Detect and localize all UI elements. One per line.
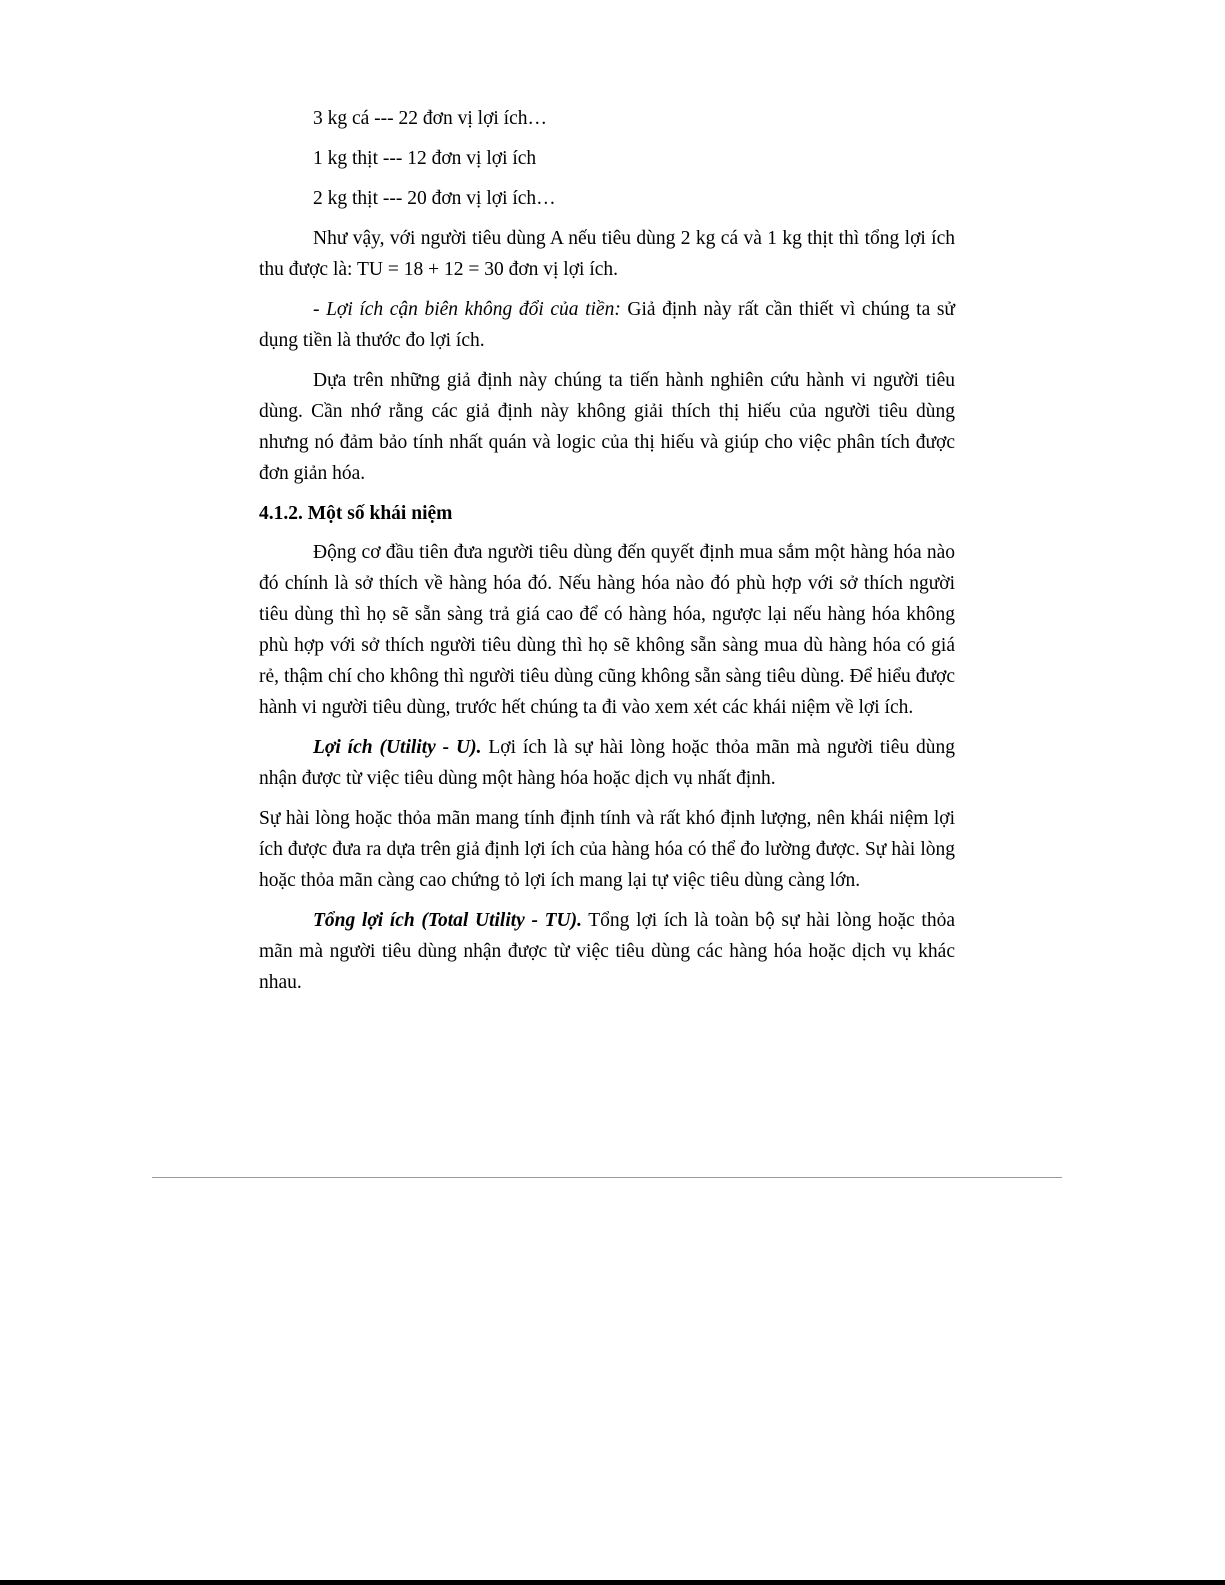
example-line-fish: 3 kg cá --- 22 đơn vị lợi ích… [313, 108, 547, 129]
page-content [259, 103, 955, 1007]
paragraph-motivation: Động cơ đầu tiên đưa người tiêu dùng đến quyết định mua sắm một hàng hóa nào đó chính là sở thích về hàng hóa đó. Nếu hàng hóa nào đó phù hợp với sở thích người tiêu dùng thì họ sẽ sẵn sàng trả giá cao để có hàng hóa, ngược lại nếu hàng hóa không phù hợp với sở thích người tiêu dùng thì họ sẽ không sẵn sàng mua dù hàng hóa có giá rẻ, thậm chí cho không thì người tiêu dùng cũng không sẵn sàng tiêu dùng. Để hiểu được hành vi người tiêu dùng, trước hết chúng ta đi vào xem xét các khái niệm về lợi ích. [259, 542, 955, 718]
example-line-meat-2: 2 kg thịt --- 20 đơn vị lợi ích… [313, 188, 556, 209]
total-utility-text: Tổng lợi ích là toàn bộ sự hài lòng hoặc thỏa mãn mà người tiêu dùng nhận được từ việc tiêu dùng các hàng hóa hoặc dịch vụ khác nhau. [259, 910, 955, 993]
utility-definition-text: Lợi ích là sự hài lòng hoặc thỏa mãn mà người tiêu dùng nhận được từ việc tiêu dùng một hàng hóa hoặc dịch vụ nhất định. [259, 737, 955, 789]
example-line-meat-1: 1 kg thịt --- 12 đơn vị lợi ích [313, 148, 537, 169]
section-heading: 4.1.2. Một số khái niệm [259, 503, 453, 524]
paragraph-assumptions: Dựa trên những giả định này chúng ta tiến hành nghiên cứu hành vi người tiêu dùng. Cần nhớ rằng các giả định này không giải thích thị hiếu của người tiêu dùng nhưng nó đảm bảo tính nhất quán và logic của thị hiếu và giúp cho việc phân tích được đơn giản hóa. [259, 370, 955, 484]
term-marginal-money: - Lợi ích cận biên không đổi của tiền: [313, 299, 621, 320]
term-utility: Lợi ích (Utility - U). [313, 737, 482, 758]
marginal-money-text: Giả định này rất cần thiết vì chúng ta sử dụng tiền là thước đo lợi ích. [259, 299, 955, 351]
paragraph-utility-definition [259, 732, 955, 794]
bottom-edge-bar [0, 1580, 1225, 1585]
paragraph-total-utility [259, 905, 955, 998]
term-total-utility: Tổng lợi ích (Total Utility - TU). [313, 910, 582, 931]
paragraph-marginal-money [259, 294, 955, 356]
paragraph-satisfaction: Sự hài lòng hoặc thỏa mãn mang tính định tính và rất khó định lượng, nên khái niệm lợi ích được đưa ra dựa trên giả định lợi ích của hàng hóa có thể đo lường được. Sự hài lòng hoặc thỏa mãn càng cao chứng tỏ lợi ích mang lại tự việc tiêu dùng càng lớn. [259, 808, 955, 891]
paragraph-total-example: Như vậy, với người tiêu dùng A nếu tiêu dùng 2 kg cá và 1 kg thịt thì tổng lợi ích thu được là: TU = 18 + 12 = 30 đơn vị lợi ích. [259, 228, 955, 280]
page-divider [152, 1177, 1062, 1178]
